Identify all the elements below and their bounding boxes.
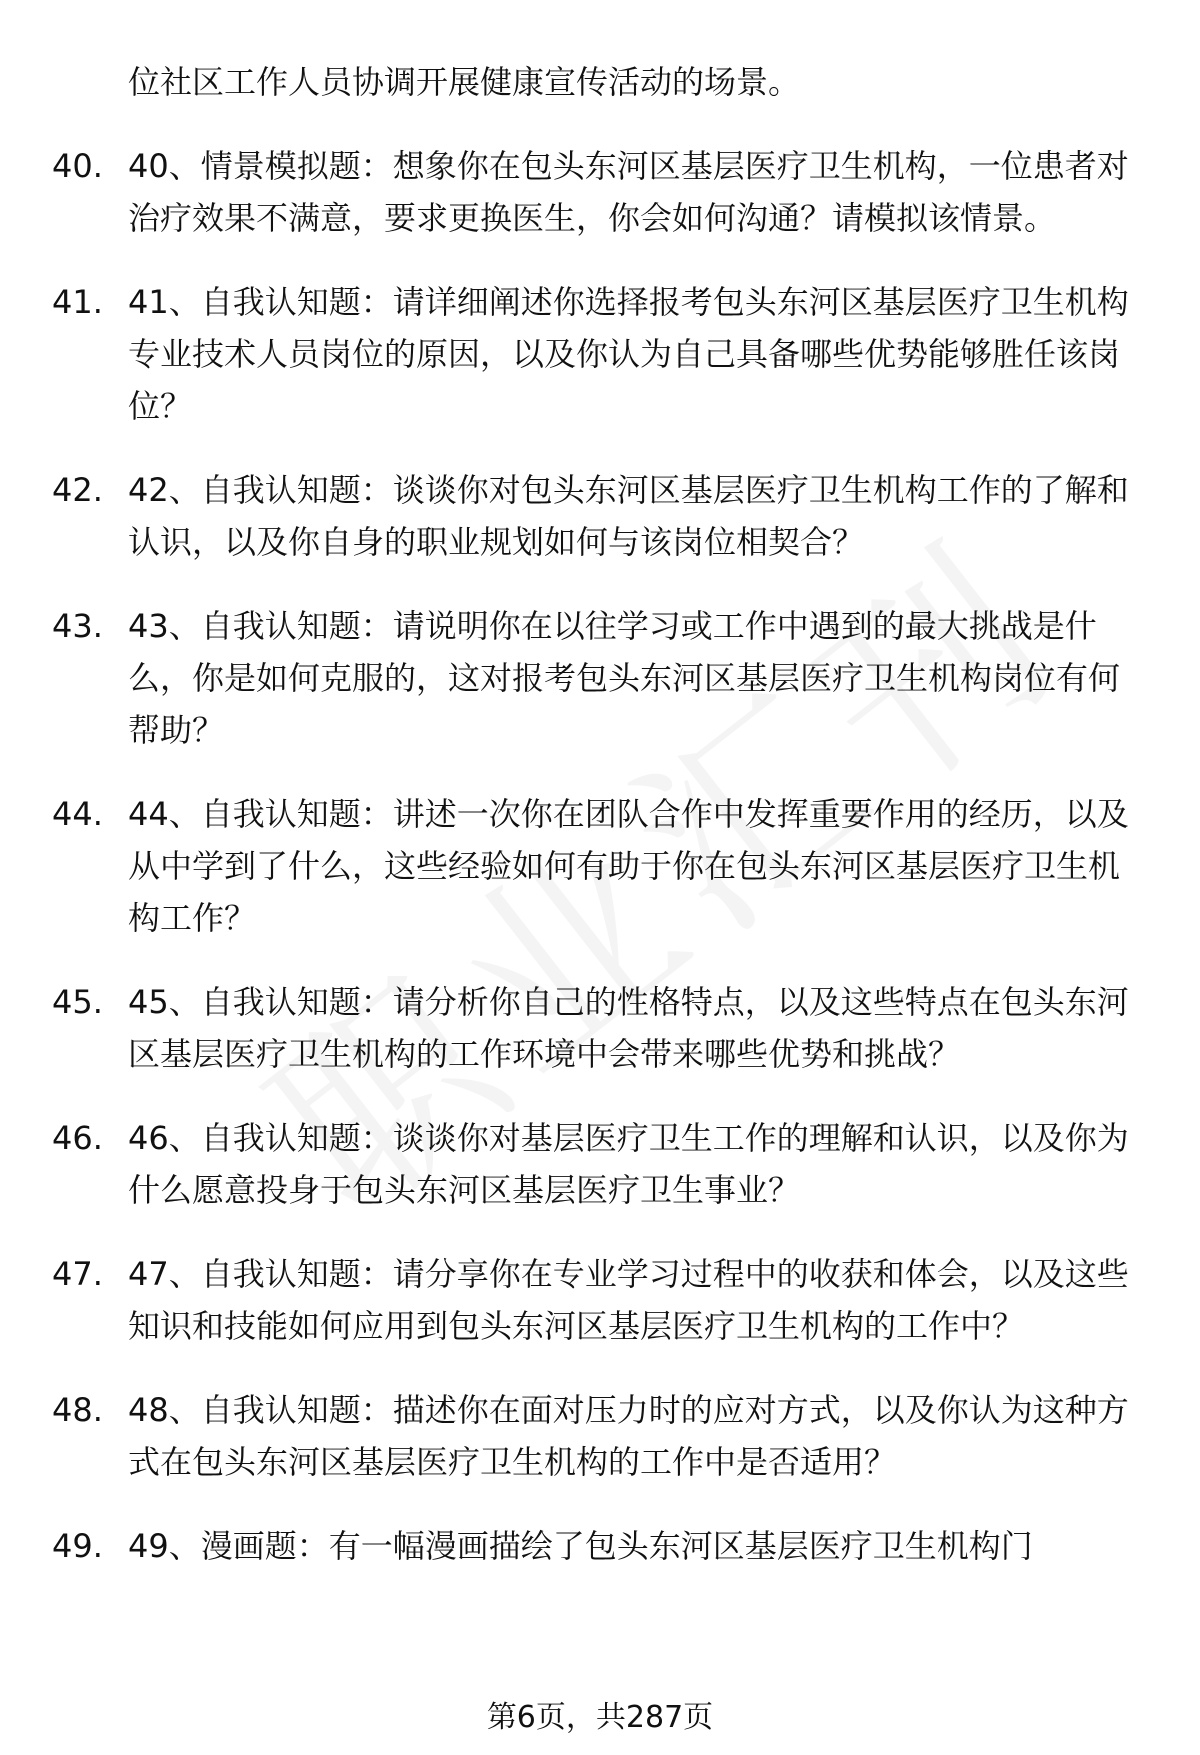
item-number: 47. [52,1255,103,1293]
list-item [0,1248,1200,1352]
item-number: 42. [52,471,103,509]
list-item [0,140,1200,244]
page-footer: 第6页，共287页 [486,1700,714,1735]
list-item [0,276,1200,432]
item-text: 41、自我认知题：请详细阐述你选择报考包头东河区基层医疗卫生机构专业技术人员岗位的原因，以及你认为自己具备哪些优势能够胜任该岗位？ [128,283,1129,425]
item-text: 45、自我认知题：请分析你自己的性格特点，以及这些特点在包头东河区基层医疗卫生机构的工作环境中会带来哪些优势和挑战？ [128,983,1129,1073]
item-text: 46、自我认知题：谈谈你对基层医疗卫生工作的理解和认识，以及你为什么愿意投身于包头东河区基层医疗卫生事业？ [128,1119,1129,1209]
list-item [0,464,1200,568]
item-text: 44、自我认知题：讲述一次你在团队合作中发挥重要作用的经历，以及从中学到了什么，这些经验如何有助于你在包头东河区基层医疗卫生机构工作？ [128,795,1129,937]
item-text: 47、自我认知题：请分享你在专业学习过程中的收获和体会，以及这些知识和技能如何应用到包头东河区基层医疗卫生机构的工作中？ [128,1255,1129,1345]
item-text: 43、自我认知题：请说明你在以往学习或工作中遇到的最大挑战是什么，你是如何克服的，这对报考包头东河区基层医疗卫生机构岗位有何帮助？ [128,607,1121,749]
list-item [0,1384,1200,1488]
item-text: 42、自我认知题：谈谈你对包头东河区基层医疗卫生机构工作的了解和认识，以及你自身的职业规划如何与该岗位相契合？ [128,471,1129,561]
item-number: 48. [52,1391,103,1429]
list-item [0,788,1200,944]
item-number: 43. [52,607,103,645]
item-number: 49. [52,1527,103,1565]
question-list [0,140,1200,1604]
item-text: 49、漫画题：有一幅漫画描绘了包头东河区基层医疗卫生机构门 [128,1527,1033,1565]
item-text: 40、情景模拟题：想象你在包头东河区基层医疗卫生机构，一位患者对治疗效果不满意，要求更换医生，你会如何沟通？请模拟该情景。 [128,147,1129,237]
list-item [0,1520,1200,1572]
item-number: 40. [52,147,103,185]
list-item [0,1112,1200,1216]
list-item [0,600,1200,756]
item-text: 48、自我认知题：描述你在面对压力时的应对方式，以及你认为这种方式在包头东河区基层医疗卫生机构的工作中是否适用？ [128,1391,1129,1481]
item-number: 46. [52,1119,103,1157]
item-number: 44. [52,795,103,833]
item-number: 41. [52,283,103,321]
list-item [0,976,1200,1080]
item-number: 45. [52,983,103,1021]
continued-text: 位社区工作人员协调开展健康宣传活动的场景。 [128,63,801,101]
